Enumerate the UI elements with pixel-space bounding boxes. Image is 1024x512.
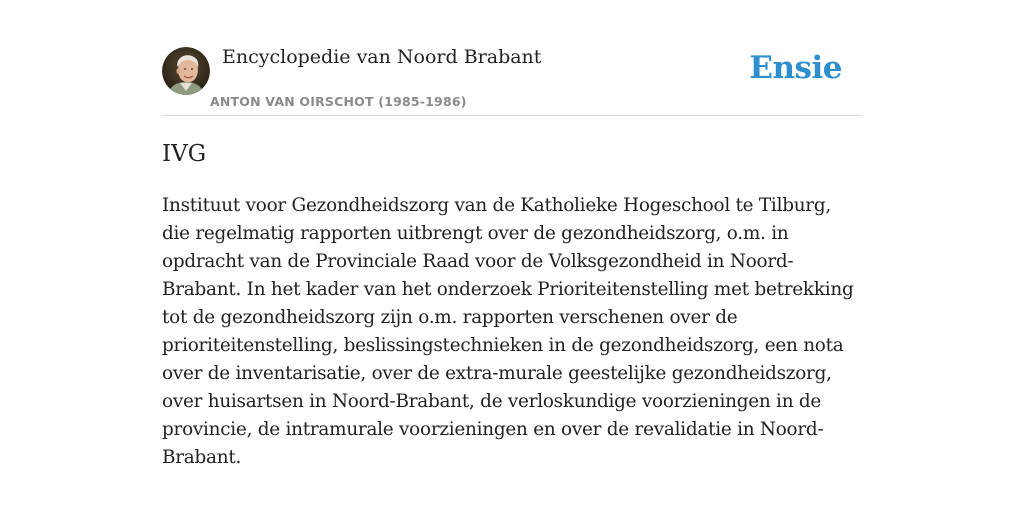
ensie-logo[interactable]: Ensie [749,50,842,86]
author-name[interactable]: ANTON VAN OIRSCHOT (1985-1986) [210,94,467,109]
author-avatar [162,47,210,95]
source-title[interactable]: Encyclopedie van Noord Brabant [222,46,542,68]
entry-title: IVG [162,141,207,167]
source-header [162,44,862,116]
header-divider [162,115,862,116]
entry-body: Instituut voor Gezondheidszorg van de Katholieke Hogeschool te Tilburg, die regelmatig rapporten uitbrengt over de gezondheidszorg, o.m. in opdracht van de Provinciale Raad voor de Volksgezondheid in Noord-Brabant. In het kader van het onderzoek Prioriteitenstelling met betrekking tot de gezondheidszorg zijn o.m. rapporten verschenen over de prioriteitenstelling, beslissingstechnieken in de gezondheidszorg, een nota over de inventarisatie, over de extra-murale geestelijke gezondheidszorg, over huisartsen in Noord-Brabant, de verloskundige voorzieningen in de provincie, de intramurale voorzieningen en over de revalidatie in Noord-Brabant. [162,195,854,468]
